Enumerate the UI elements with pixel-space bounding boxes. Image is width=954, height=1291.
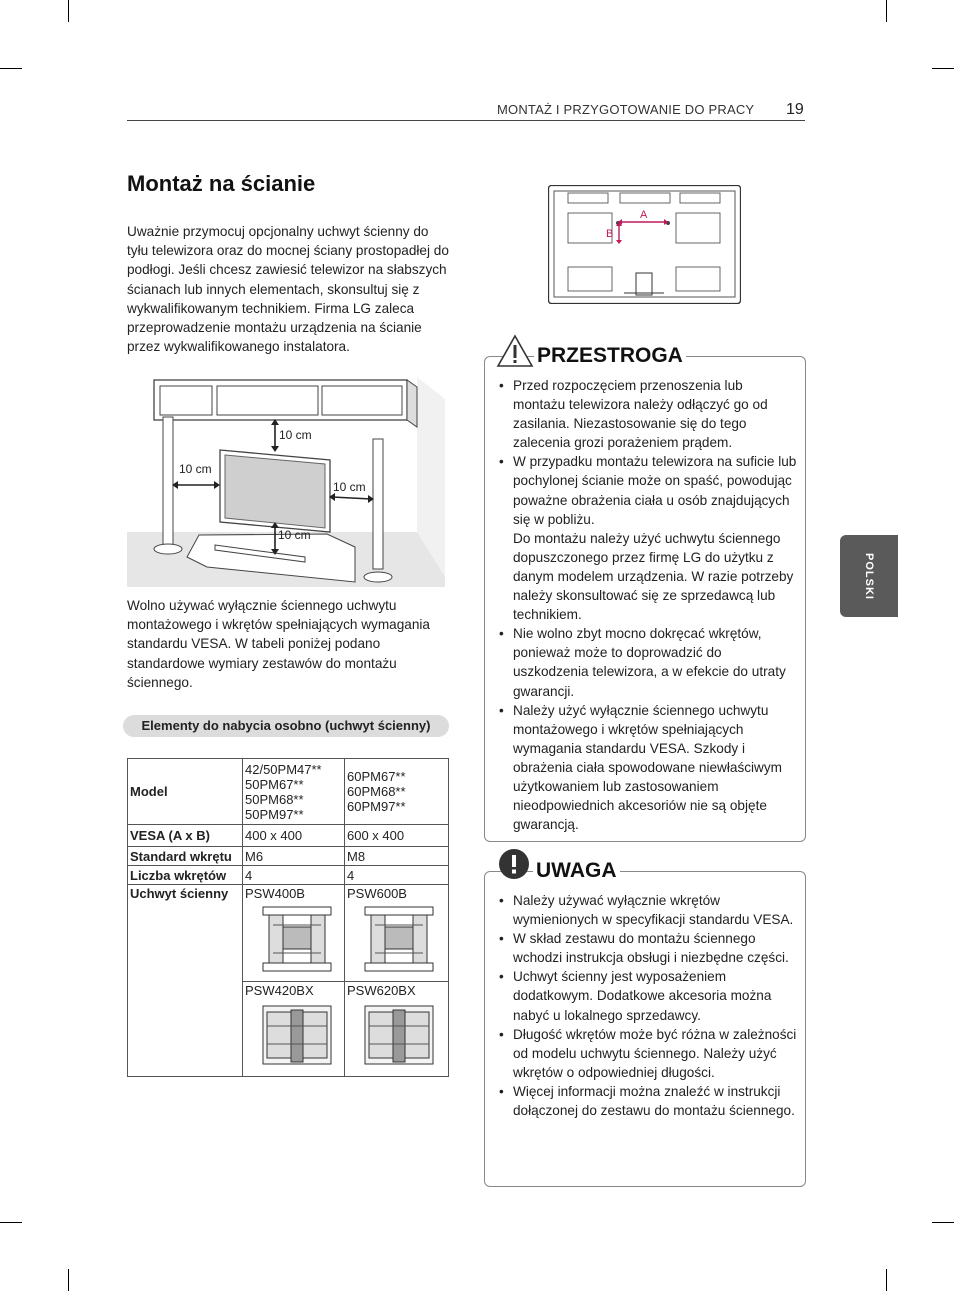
bracket-cell: [243, 982, 345, 1077]
crop-mark: [0, 1222, 22, 1223]
clearance-right-label: 10 cm: [333, 480, 366, 494]
clearance-left-label: 10 cm: [179, 462, 212, 476]
list-item: • Więcej informacji można znaleźć w instrukcji dołączonej do zestawu do montażu ściennego.: [497, 1082, 797, 1120]
bracket-model: PSW400B: [245, 886, 305, 901]
wall-mount-spec-table: [127, 758, 449, 1077]
list-item: Do montażu należy użyć uchwytu ściennego dopuszczonego przez firmę LG do użytku z danym modelem urządzenia. W razie potrzeby należy skonsultować się ze sprzedawcą lub technikiem.: [513, 530, 794, 623]
bracket-cell: [243, 885, 345, 982]
screw-count-label: Liczba wkrętów: [128, 866, 243, 885]
bracket-model: PSW600B: [347, 886, 407, 901]
model-list-1: [243, 759, 345, 825]
intro-paragraph: Uważnie przymocuj opcjonalny uchwyt ścienny do tyłu telewizora oraz do mocnej ściany prostopadłej do podłogi. Jeśli chcesz zawiesić telewizor na słabszych ścianach lub innych elementach, skonsultuj się z wykwalifikowanym technikiem. Firma LG zaleca przeprowadzenie montażu urządzenia na ścianie przez wykwalifikowanego instalatora.: [127, 224, 449, 355]
model-entry: 50PM67**: [245, 776, 304, 792]
caution-list: [497, 376, 797, 834]
accessories-heading: Elementy do nabycia osobno (uchwyt ścienny): [123, 715, 449, 737]
bracket-model: PSW420BX: [245, 983, 314, 998]
clearance-top-label: 10 cm: [279, 428, 312, 442]
page-title: Montaż na ścianie: [127, 171, 316, 196]
clearance-bottom-label: 10 cm: [278, 528, 311, 542]
crop-mark: [932, 1222, 954, 1223]
caution-title: PRZESTROGA: [534, 344, 686, 368]
bracket-model: PSW620BX: [347, 983, 416, 998]
model-entry: 50PM68**: [245, 791, 304, 807]
model-entry: 42/50PM47**: [245, 761, 322, 777]
wall-clearance-diagram: [127, 377, 445, 587]
crop-mark: [68, 1269, 69, 1291]
bracket-image: [261, 905, 333, 973]
list-item: • W skład zestawu do montażu ściennego wchodzi instrukcja obsługi i niezbędne części.: [497, 929, 797, 967]
vesa-paragraph: Wolno używać wyłącznie ściennego uchwytu montażowego i wkrętów spełniających wymagania standardu VESA. W tabeli poniżej podano standardowe wymiary zestawów do montażu ściennego.: [127, 598, 430, 690]
warning-triangle-icon: [496, 334, 534, 368]
model-entry: 60PM68**: [347, 784, 406, 799]
list-item: • Nie wolno zbyt mocno dokręcać wkrętów, ponieważ może to doprowadzić do uszkodzenia telewizora, a w efekcie do utraty gwarancji.: [497, 624, 797, 700]
header-rule: [127, 120, 805, 121]
screw-standard-label: Standard wkrętu: [128, 847, 243, 866]
crop-mark: [886, 0, 887, 22]
list-item: • W przypadku montażu telewizora na suficie lub pochylonej ścianie może on spaść, powodując poważne obrażenia ciała u osób znajdujących się w pobliżu.: [497, 452, 797, 528]
bracket-image: [363, 905, 435, 973]
page-number: 19: [786, 101, 804, 118]
bracket-cell: [345, 982, 449, 1077]
list-item: • Długość wkrętów może być różna w zależności od modelu uchwytu ściennego. Należy użyć wkrętów o odpowiedniej długości.: [497, 1025, 797, 1082]
model-list-2: [345, 759, 449, 825]
screw-count-value: 4: [345, 866, 449, 885]
list-item: • Należy używać wyłącznie wkrętów wymienionych w specyfikacji standardu VESA.: [497, 891, 797, 929]
model-entry: 60PM97**: [347, 799, 406, 814]
vesa-value: 400 x 400: [243, 825, 345, 847]
dimension-a-label: A: [640, 209, 648, 221]
screw-standard-value: M6: [243, 847, 345, 866]
dimension-b-label: B: [606, 228, 614, 240]
crop-mark: [68, 0, 69, 22]
note-list: [497, 891, 797, 1120]
screw-standard-value: M8: [345, 847, 449, 866]
screw-count-value: 4: [243, 866, 345, 885]
list-item: • Uchwyt ścienny jest wyposażeniem dodatkowym. Dodatkowe akcesoria można nabyć u lokalnego sprzedawcy.: [497, 967, 797, 1024]
vesa-value: 600 x 400: [345, 825, 449, 847]
section-title: MONTAŻ I PRZYGOTOWANIE DO PRACY: [497, 102, 755, 117]
bracket-image: [363, 1002, 435, 1068]
model-entry: 60PM67**: [347, 769, 406, 784]
vesa-label: VESA (A x B): [128, 825, 243, 847]
crop-mark: [932, 68, 954, 69]
list-item: • Należy użyć wyłącznie ściennego uchwytu montażowego i wkrętów spełniających wymagania standardu VESA. Szkody i obrażenia ciała spowodowane niewłaściwym użytkowaniem lub zastosowaniem nieodpowiednich akcesoriów nie są objęte gwarancją.: [497, 701, 797, 835]
model-label: Model: [128, 759, 243, 825]
exclamation-circle-icon: [498, 848, 530, 880]
bracket-cell: [345, 885, 449, 982]
crop-mark: [886, 1269, 887, 1291]
tv-back-diagram: [548, 185, 741, 304]
model-entry: 50PM97**: [245, 806, 304, 822]
list-item: • Przed rozpoczęciem przenoszenia lub montażu telewizora należy odłączyć go od zasilania. Niezastosowanie się do tego zalecenia grozi porażeniem prądem.: [497, 376, 797, 452]
crop-mark: [0, 68, 22, 69]
bracket-image: [261, 1002, 333, 1068]
bracket-label: Uchwyt ścienny: [128, 885, 243, 1077]
language-tab-label: POLSKI: [863, 552, 875, 600]
note-title: UWAGA: [533, 859, 620, 883]
